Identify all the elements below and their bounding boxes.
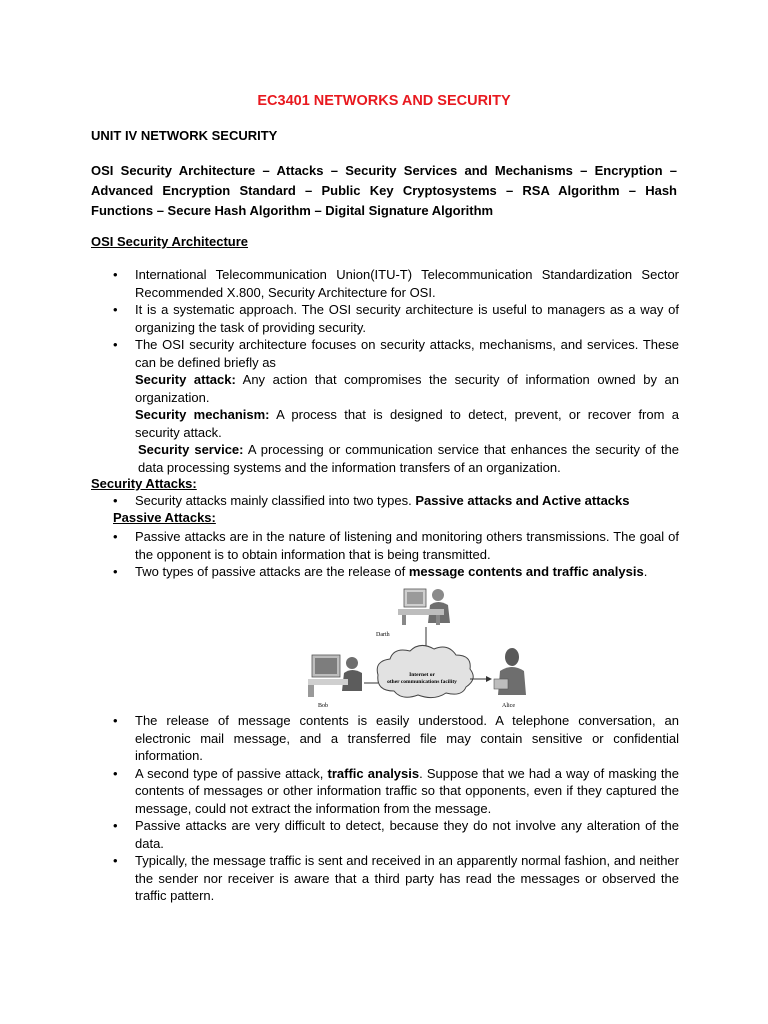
bullet-icon: • bbox=[113, 818, 118, 833]
passive-attack-figure bbox=[306, 583, 532, 711]
definition-attack: Security attack: Any action that compromises the security of information owned by an organization. bbox=[135, 372, 680, 405]
darth-label: Darth bbox=[376, 632, 390, 638]
list-item: • International Telecommunication Union(ITU-T) Telecommunication Standardization Sector Recommended X.800, Security Architecture for OSI. bbox=[113, 267, 679, 300]
cloud-label-line1: Internet or bbox=[409, 672, 435, 678]
bullet-icon: • bbox=[113, 529, 118, 544]
bullet-icon: • bbox=[113, 564, 118, 579]
document-title: EC3401 NETWORKS AND SECURITY bbox=[257, 93, 511, 109]
passive-bullets-top bbox=[91, 528, 679, 581]
cloud-label-line2: other communications facility bbox=[387, 679, 457, 685]
list-item: • Two types of passive attacks are the release of message contents and traffic analysis. bbox=[113, 564, 648, 579]
bullet-icon: • bbox=[113, 853, 118, 868]
bullet-icon: • bbox=[113, 713, 118, 728]
security-attacks-heading: Security Attacks: bbox=[91, 476, 197, 491]
passive-bullets-bottom bbox=[91, 712, 679, 905]
bullet-icon: • bbox=[113, 302, 118, 317]
osi-bullets bbox=[91, 266, 679, 476]
list-item: • Passive attacks are in the nature of listening and monitoring others transmissions. The goal of the opponent is to obtain information that is being transmitted. bbox=[113, 529, 679, 562]
bullet-icon: • bbox=[113, 337, 118, 352]
osi-heading: OSI Security Architecture bbox=[91, 234, 249, 249]
definition-service: Security service: A processing or communication service that enhances the security of the data processing systems and the information transfers of an organization. bbox=[138, 442, 679, 475]
list-item: • Typically, the message traffic is sent and received in an apparently normal fashion, and neither the sender nor receiver is aware that a third party has read the messages or observed the traffic pattern. bbox=[113, 853, 679, 903]
attacks-bullets bbox=[91, 492, 679, 510]
list-item: • A second type of passive attack, traffic analysis. Suppose that we had a way of masking the contents of messages or other information traffic so that opponents, even if they captured the message, could not extract the information from the message. bbox=[113, 765, 679, 816]
list-item: • It is a systematic approach. The OSI security architecture is useful to managers as a way of organizing the task of providing security. bbox=[113, 302, 679, 335]
bullet-icon: • bbox=[113, 765, 118, 781]
bullet-icon: • bbox=[113, 493, 118, 508]
list-item: • The OSI security architecture focuses on security attacks, mechanisms, and services. These can be defined briefly as Security attack: Any action that compromises the security of information owned by an organization. Security mechanism: A process that is designed to detect, prevent, or recover from a security attack. Security service: A processing or communication service that enhances the security of the data processing systems and the information transfers of an organization. bbox=[113, 337, 680, 475]
unit-heading: UNIT IV NETWORK SECURITY bbox=[91, 128, 278, 143]
topics-list: OSI Security Architecture – Attacks – Security Services and Mechanisms – Encryption –Advanced Encryption Standard – Public Key Cryptosystems – RSA Algorithm – Hash Functions – Secure Hash Algorithm – Digital Signature Algorithm bbox=[91, 163, 677, 218]
bob-label: Bob bbox=[318, 703, 329, 709]
list-item: • Passive attacks are very difficult to detect, because they do not involve any alteration of the data. bbox=[113, 818, 679, 851]
bullet-icon: • bbox=[113, 267, 118, 282]
definition-mechanism: Security mechanism: A process that is designed to detect, prevent, or recover from a security attack. bbox=[135, 407, 679, 440]
passive-attacks-heading: Passive Attacks: bbox=[113, 510, 216, 525]
alice-label: Alice bbox=[502, 703, 515, 709]
list-item: • The release of message contents is easily understood. A telephone conversation, an electronic mail message, and a transferred file may contain sensitive or confidential information. bbox=[113, 713, 679, 763]
list-item: • Security attacks mainly classified into two types. Passive attacks and Active attacks bbox=[113, 493, 630, 508]
